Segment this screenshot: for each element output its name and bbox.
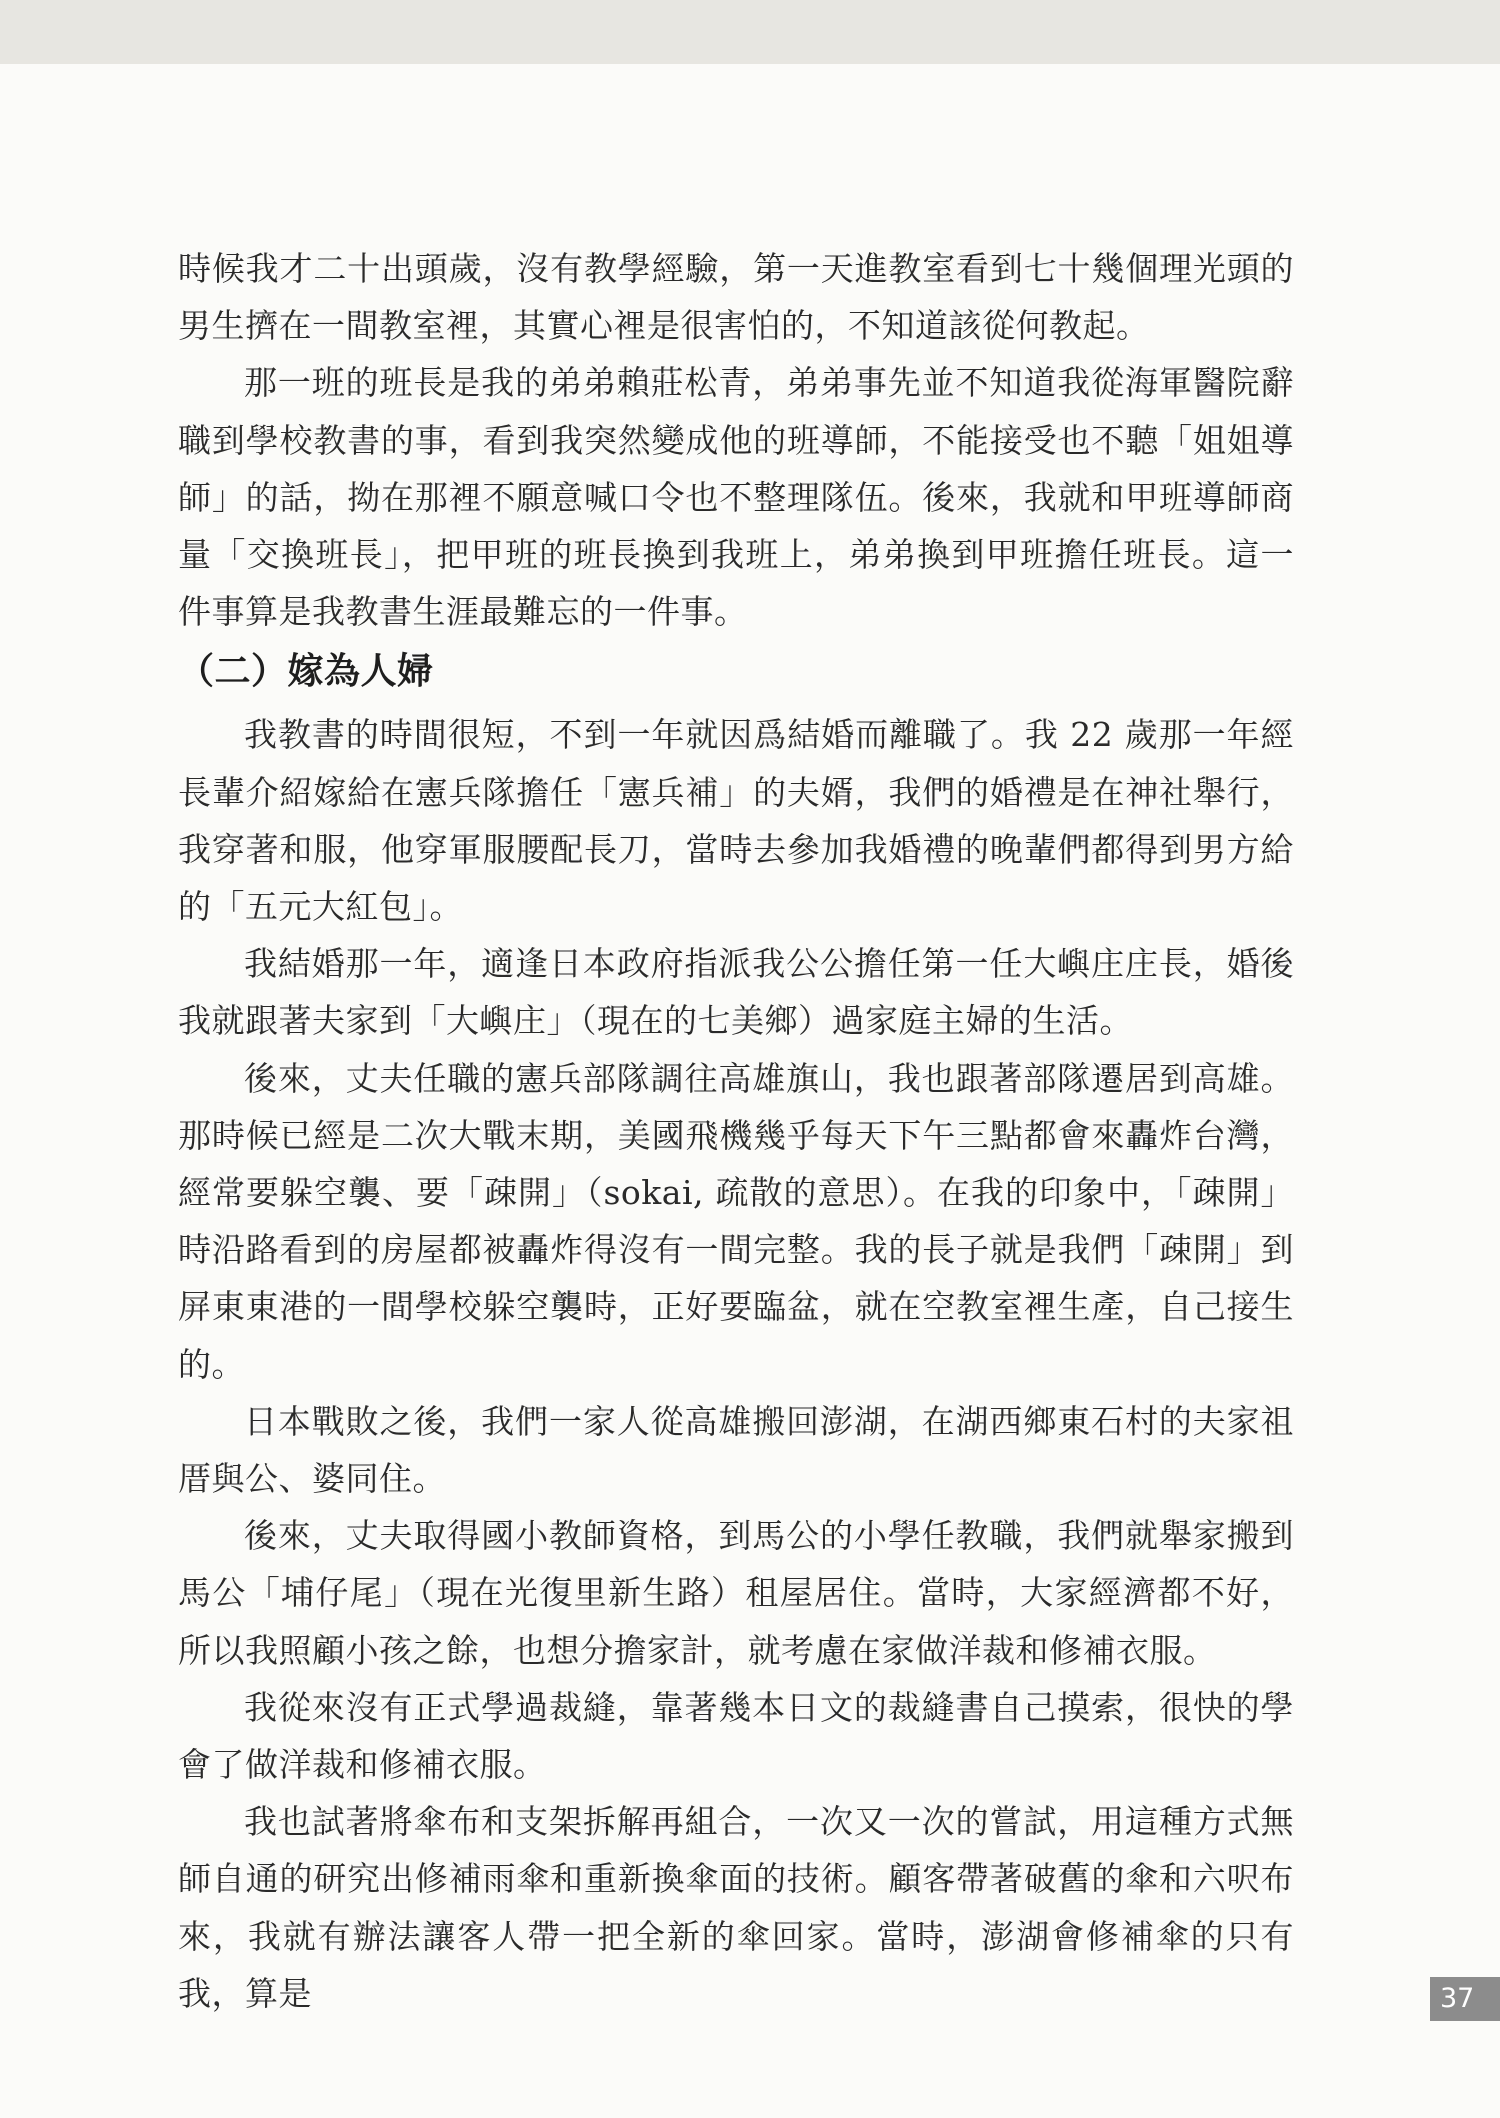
page-number: 37 bbox=[1430, 1977, 1500, 2021]
paragraph-continued: 時候我才二十出頭歲，沒有教學經驗，第一天進教室看到七十幾個理光頭的男生擠在一間教室裡，其實心裡是很害怕的，不知道該從何教起。 bbox=[178, 249, 1294, 346]
section-heading: （二）嫁為人婦 bbox=[178, 651, 434, 693]
paragraph-marriage: 我教書的時間很短，不到一年就因爲結婚而離職了。我 22 歲那一年經長輩介紹嫁給在憲兵隊擔任「憲兵補」的夫婿，我們的婚禮是在神社舉行，我穿著和服，他穿軍服腰配長刀，當時去參加我婚禮的晚輩們都得到男方給的「五元大紅包」。 bbox=[178, 715, 1294, 927]
scan-top-band bbox=[0, 0, 1500, 64]
page-body bbox=[178, 240, 1294, 2022]
paragraph-return-penghu: 日本戰敗之後，我們一家人從高雄搬回澎湖，在湖西鄉東石村的夫家祖厝與公、婆同住。 bbox=[178, 1401, 1294, 1499]
paragraph-kaohsiung: 後來，丈夫任職的憲兵部隊調往高雄旗山，我也跟著部隊遷居到高雄。那時候已經是二次大戰末期，美國飛機幾乎每天下午三點都會來轟炸台灣，經常要躲空襲、要「疎開」（sokai, 疏散的意思）。在我的印象中，「疎開」時沿路看到的房屋都被轟炸得沒有一間完整。我的長子就是我們「疎開」到屏東東港的一間學校躲空襲時，正好要臨盆，就在空教室裡生產，自己接生的。 bbox=[178, 1058, 1294, 1384]
paragraph-dayu: 我結婚那一年，適逢日本政府指派我公公擔任第一任大嶼庄庄長，婚後我就跟著夫家到「大嶼庄」（現在的七美鄉）過家庭主婦的生活。 bbox=[178, 944, 1294, 1041]
paragraph-class-leader: 那一班的班長是我的弟弟賴莊松青，弟弟事先並不知道我從海軍醫院辭職到學校教書的事，看到我突然變成他的班導師，不能接受也不聽「姐姐導師」的話，拗在那裡不願意喊口令也不整理隊伍。後來，我就和甲班導師商量「交換班長」，把甲班的班長換到我班上，弟弟換到甲班擔任班長。這一件事算是我教書生涯最難忘的一件事。 bbox=[178, 363, 1294, 632]
paragraph-sewing: 我從來沒有正式學過裁縫，靠著幾本日文的裁縫書自己摸索，很快的學會了做洋裁和修補衣服。 bbox=[178, 1687, 1294, 1785]
paragraph-umbrella: 我也試著將傘布和支架拆解再組合，一次又一次的嘗試，用這種方式無師自通的研究出修補雨傘和重新換傘面的技術。顧客帶著破舊的傘和六呎布來，我就有辦法讓客人帶一把全新的傘回家。當時，澎湖會修補傘的只有我，算是 bbox=[178, 1802, 1294, 2013]
paragraph-magong: 後來，丈夫取得國小教師資格，到馬公的小學任教職，我們就舉家搬到馬公「埔仔尾」（現在光復里新生路）租屋居住。當時，大家經濟都不好，所以我照顧小孩之餘，也想分擔家計，就考慮在家做洋裁和修補衣服。 bbox=[178, 1516, 1294, 1670]
